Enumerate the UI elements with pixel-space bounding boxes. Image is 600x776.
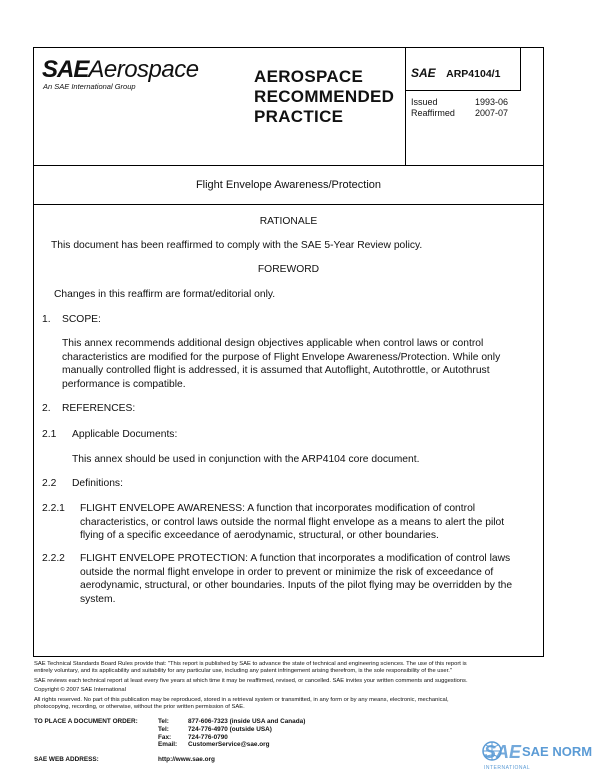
contact-list: [158, 718, 305, 749]
contact-row: [158, 726, 305, 734]
section-2-2-2-line: system.: [80, 593, 116, 605]
section-2-2-1-text: [80, 502, 504, 543]
frame-right: [543, 47, 544, 657]
section-1-line: performance is compatible.: [62, 378, 186, 390]
doc-box-mid: [405, 90, 520, 91]
contact-email[interactable]: CustomerService@sae.org: [188, 741, 270, 749]
doc-number: ARP4104/1: [446, 68, 501, 80]
section-1-line: This annex recommends additional design objectives applicable when control laws or control: [62, 338, 484, 349]
watermark-norm: SAE NORM: [522, 744, 593, 759]
sae-norm-watermark: [482, 740, 598, 774]
watermark-tagline: INTERNATIONAL: [484, 765, 531, 771]
logo-tagline: An SAE International Group: [43, 82, 136, 91]
section-2-2-title: Definitions:: [72, 478, 123, 489]
order-label: TO PLACE A DOCUMENT ORDER:: [34, 718, 138, 725]
foreword-heading: FOREWORD: [257, 264, 320, 275]
document-type-title: [254, 67, 394, 127]
section-2-2-1-line: FLIGHT ENVELOPE AWARENESS: A function that incorporates modification of control: [80, 503, 476, 514]
contact-row: [158, 718, 305, 726]
logo-aerospace: Aerospace: [88, 56, 199, 83]
title-divider: [33, 204, 544, 205]
logo-sae: SAE: [42, 56, 89, 83]
rationale-heading: RATIONALE: [259, 216, 318, 227]
issued-value: 1993-06: [475, 97, 509, 107]
contact-label: Tel:: [158, 725, 169, 733]
contact-row: [158, 734, 305, 742]
section-2-2-2-line: outside the normal flight envelope in order to prevent or minimize the risk of exceedance of: [80, 566, 494, 578]
rationale-text: This document has been reaffirmed to comply with the SAE 5-Year Review policy.: [51, 240, 423, 251]
doc-sae-logo: SAE: [411, 66, 436, 80]
footer-line: All rights reserved. No part of this publication may be reproduced, stored in a retrieval system or transmitted, in any form or by any means, electronic, mechanical,: [34, 696, 449, 703]
footer-line: photocopying, recording, or otherwise, without the prior written permission of SAE.: [34, 704, 245, 711]
section-2-2-2-text: [80, 552, 512, 606]
contact-value: 877-606-7323 (inside USA and Canada): [188, 718, 306, 725]
issued-label: Issued: [411, 97, 438, 107]
section-2-1-title: Applicable Documents:: [72, 429, 178, 440]
contact-label: Email:: [158, 741, 178, 749]
contact-value: 724-776-4970 (outside USA): [188, 725, 272, 733]
title-line-2: RECOMMENDED: [254, 87, 395, 106]
section-2-2-1-line: characteristics, or control laws outside the normal flight envelope as a means to alert the pilot: [80, 516, 505, 528]
doc-box-left: [405, 47, 406, 165]
title-line-1: AEROSPACE: [254, 67, 364, 86]
frame-bottom: [33, 656, 544, 657]
footer-line: SAE Technical Standards Board Rules provide that: "This report is published by SAE to advance the state of technical and engineering sciences. The use of this report is: [34, 661, 467, 667]
section-1-line: characteristics are modified for the purpose of Flight Envelope Awareness/Protection. While only: [62, 351, 501, 363]
section-2-2-2-number: 2.2.2: [42, 553, 65, 564]
title-line-3: PRACTICE: [254, 107, 344, 126]
doc-box-right: [520, 47, 521, 91]
footer-legal-text: [34, 661, 564, 711]
section-2-2-2-line: FLIGHT ENVELOPE PROTECTION: A function that incorporates a modification of control laws: [80, 553, 511, 564]
footer-line: Copyright © 2007 SAE International: [34, 687, 126, 694]
section-2-2-number: 2.2: [42, 478, 57, 489]
contact-label: Fax:: [158, 733, 172, 741]
frame-top: [33, 47, 544, 48]
section-1-number: 1.: [42, 314, 51, 325]
contact-row: [158, 741, 305, 749]
header-divider: [33, 165, 544, 166]
section-2-2-2-line: aerodynamic, structural, or other boundaries. Inputs of the pilot flying may be overridden by the: [80, 580, 513, 591]
web-label: SAE WEB ADDRESS:: [34, 756, 99, 763]
section-2-1-number: 2.1: [42, 429, 57, 440]
footer-line: SAE reviews each technical report at least every five years at which time it may be reaffirmed, revised, or cancelled. SAE invites your written comments and suggestions.: [34, 677, 468, 684]
reaffirmed-value: 2007-07: [475, 108, 509, 118]
contact-label: Tel:: [158, 718, 169, 725]
contact-value: 724-776-0790: [188, 733, 228, 741]
section-2-1-text: This annex should be used in conjunction with the ARP4104 core document.: [72, 454, 420, 465]
section-1-line: manually controlled flight is addressed, it is assumed that Autoflight, Autothrottle, or Autothrust: [62, 365, 490, 376]
doc-number-row: [411, 64, 500, 82]
section-2-title: REFERENCES:: [62, 403, 136, 414]
document-title: Flight Envelope Awareness/Protection: [195, 179, 382, 191]
section-1-title: SCOPE:: [62, 314, 101, 325]
footer-line: entirely voluntary, and its applicability and suitability for any particular use, including any patent infringement arising therefrom, is the sole responsibility of the user.": [34, 668, 452, 675]
reaffirmed-label: Reaffirmed: [411, 108, 455, 118]
section-2-number: 2.: [42, 403, 51, 414]
foreword-text: Changes in this reaffirm are format/editorial only.: [54, 289, 276, 300]
web-address-link[interactable]: http://www.sae.org: [158, 756, 215, 763]
frame-left: [33, 47, 34, 657]
watermark-sae: SAE: [484, 742, 522, 762]
section-2-2-1-number: 2.2.1: [42, 503, 65, 514]
section-1-text: [62, 337, 500, 391]
sae-aerospace-logo: [42, 56, 199, 84]
section-2-2-1-line: flying of a specific exceedance of aerodynamic, structural, or other boundaries.: [80, 530, 439, 541]
